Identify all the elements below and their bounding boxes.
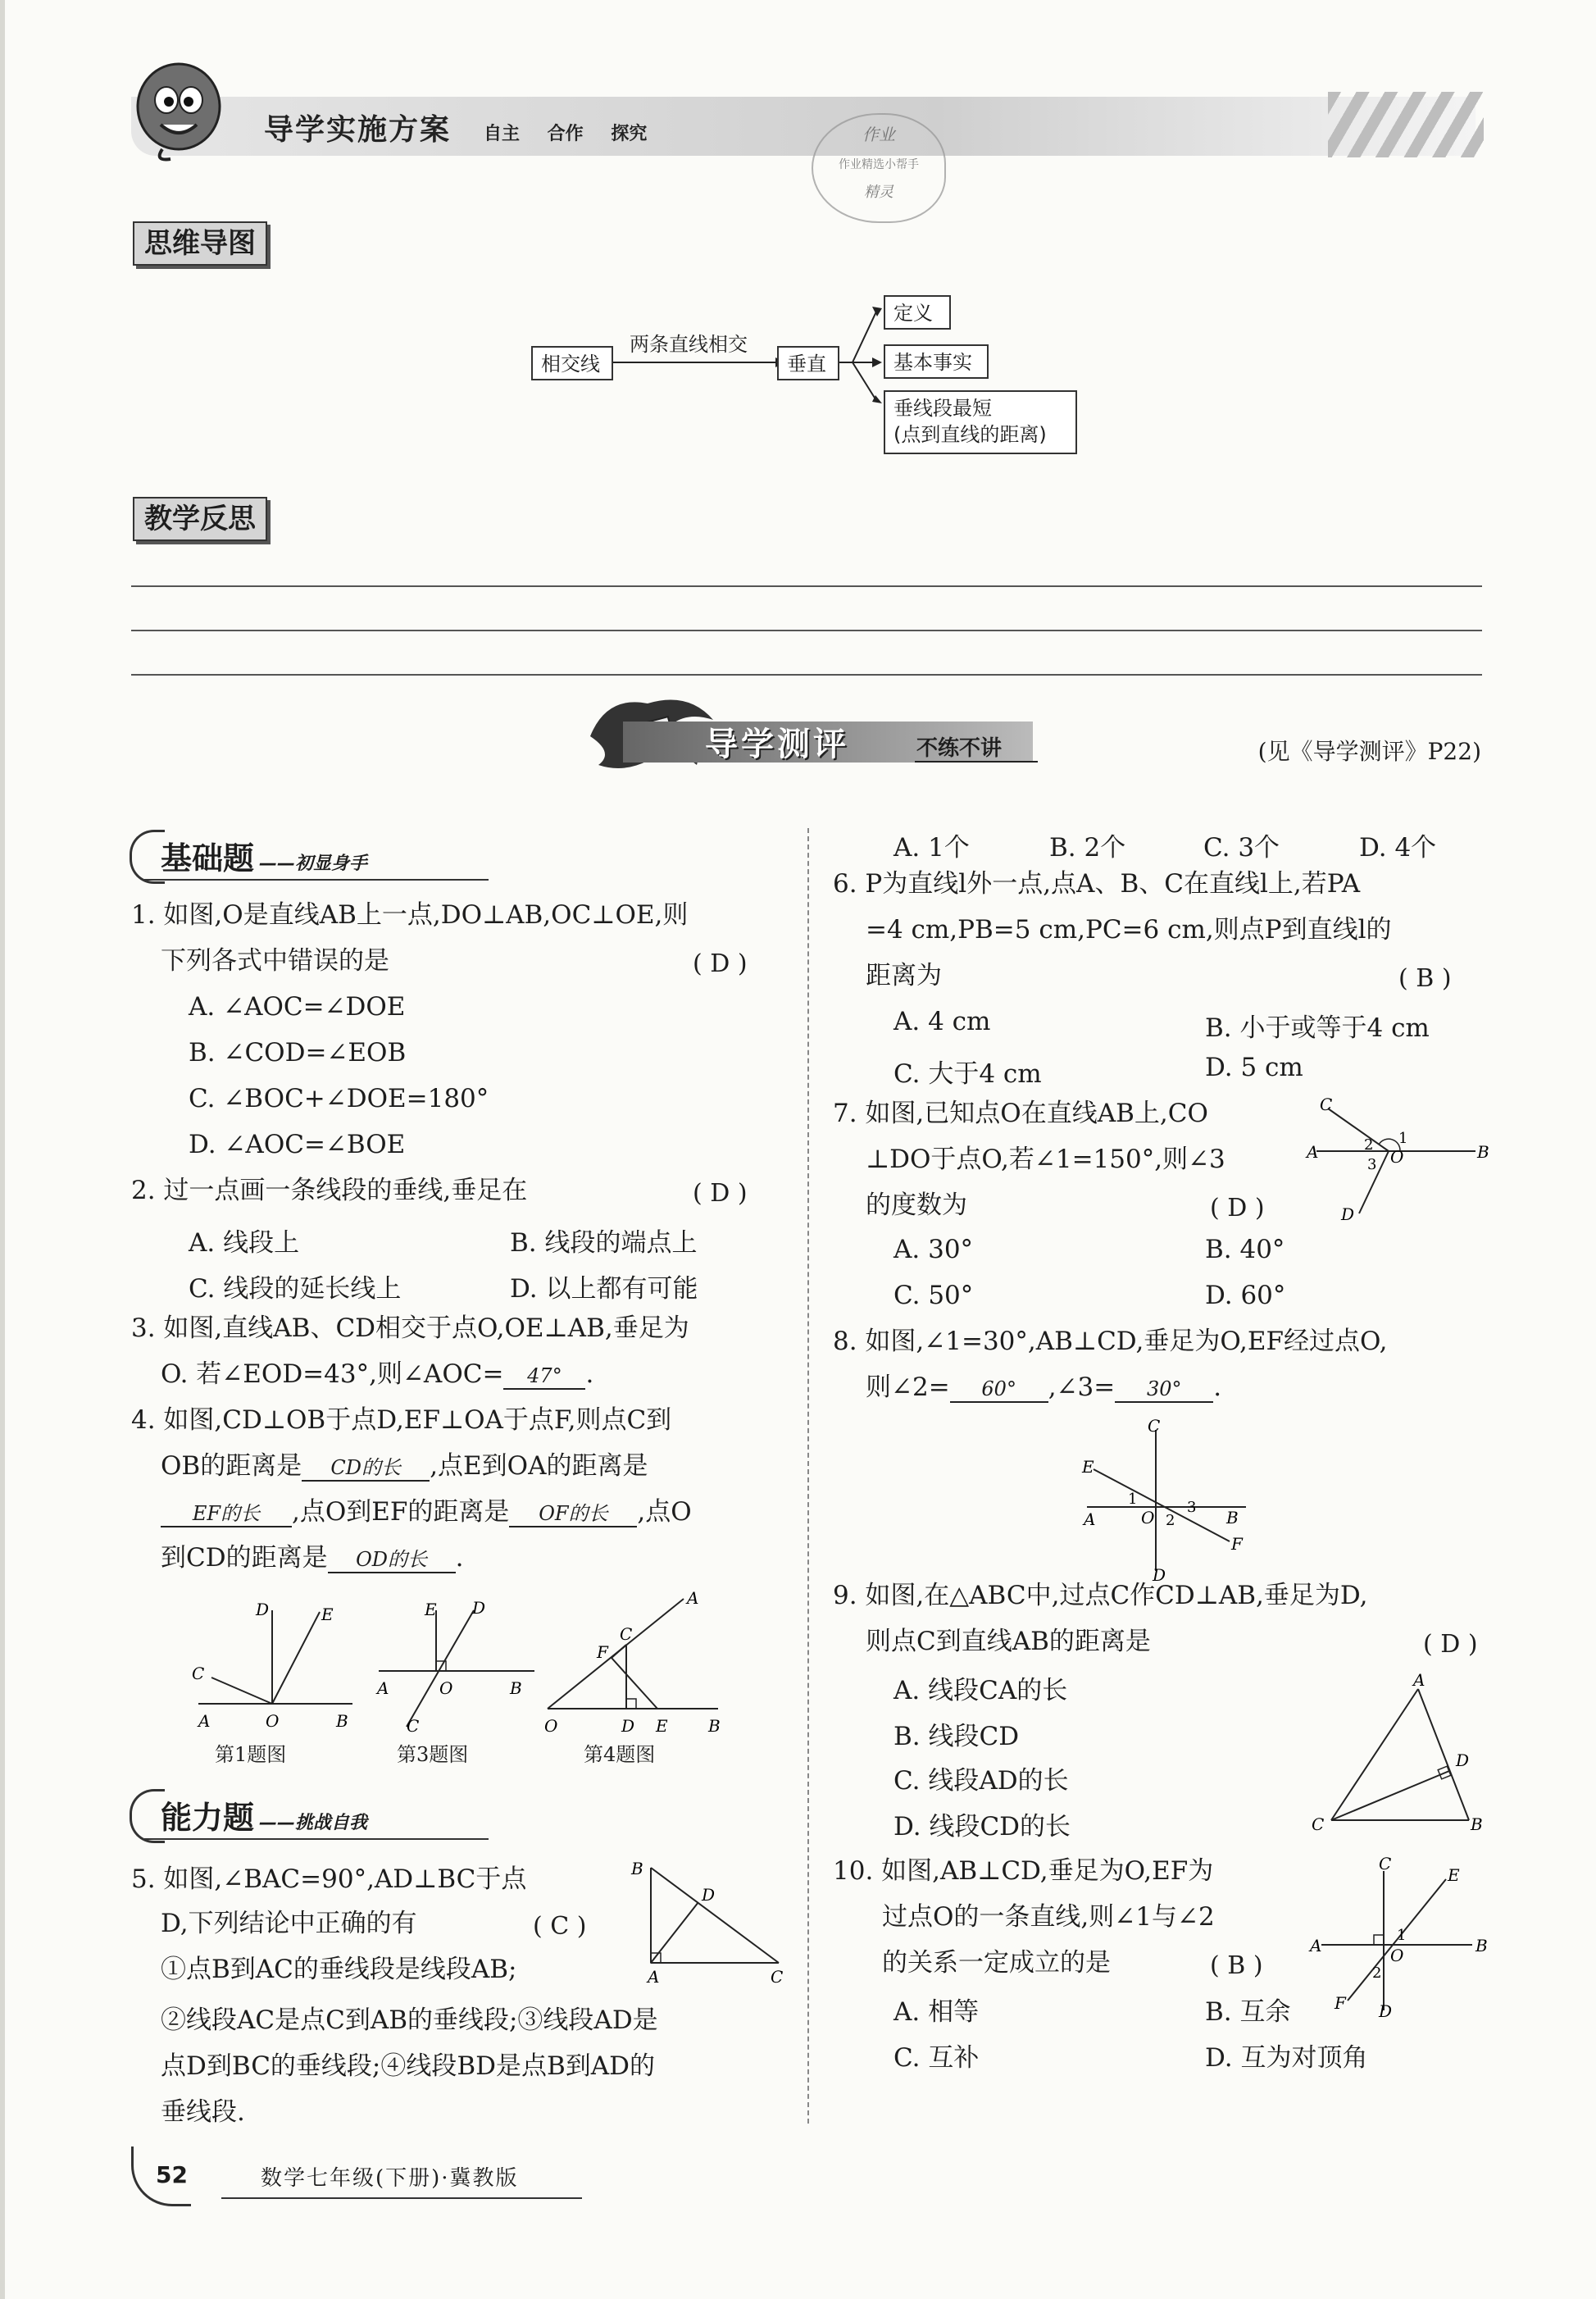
q8-line1: 8. 如图,∠1=30°,AB⊥CD,垂足为O,EF经过点O, — [833, 1327, 1388, 1356]
q8-blank-1: 60° — [950, 1377, 1048, 1403]
svg-text:E: E — [1082, 1457, 1094, 1477]
svg-text:B: B — [1471, 1814, 1483, 1834]
q4-blank-1: CD的长 — [302, 1455, 430, 1482]
svg-text:3: 3 — [1187, 1499, 1197, 1516]
figure-q8 — [1074, 1418, 1262, 1582]
header-stripes — [1328, 92, 1484, 157]
q7-option-b: B. 40° — [1205, 1235, 1285, 1264]
q5-line3: ①点B到AC的垂线段是线段AB; — [161, 1955, 517, 1984]
mind-map-leaf-definition: 定义 — [884, 295, 951, 330]
q7-line2: ⊥DO于点O,若∠1=150°,则∠3 — [866, 1145, 1225, 1174]
q5-line6: 垂线段. — [161, 2097, 245, 2127]
q10-option-a: A. 相等 — [893, 1997, 980, 2027]
svg-text:F: F — [1231, 1534, 1243, 1554]
svg-text:B: B — [631, 1859, 643, 1878]
q6-line2: =4 cm,PB=5 cm,PC=6 cm,则点P到直线l的 — [866, 915, 1392, 945]
q6-answer: ( B ) — [1398, 964, 1452, 993]
mind-map-root: 相交线 — [531, 346, 613, 380]
svg-text:E: E — [425, 1600, 437, 1619]
svg-text:D: D — [1153, 1565, 1166, 1582]
q6-line3: 距离为 — [866, 961, 942, 990]
reflection-line — [131, 630, 1482, 631]
q5-option-a: A. 1个 — [893, 833, 970, 863]
svg-text:C: C — [192, 1664, 205, 1683]
q2-answer: ( D ) — [693, 1179, 748, 1208]
q6-option-d: D. 5 cm — [1205, 1053, 1303, 1082]
q1-option-c: C. ∠BOC+∠DOE=180° — [189, 1084, 489, 1113]
reflection-line — [131, 674, 1482, 676]
svg-text:C: C — [1320, 1095, 1333, 1114]
svg-text:E: E — [1448, 1865, 1460, 1885]
svg-text:O: O — [1141, 1508, 1155, 1527]
q4-line2: OB的距离是 CD的长 ,点E到OA的距离是 — [161, 1451, 648, 1481]
q4-line1: 4. 如图,CD⊥OB于点D,EF⊥OA于点F,则点C到 — [131, 1405, 672, 1435]
q10-line2: 过点O的一条直线,则∠1与∠2 — [882, 1902, 1215, 1932]
reflection-line — [131, 585, 1482, 587]
svg-text:O: O — [1390, 1946, 1404, 1965]
q8-line2: 则∠2= 60° ,∠3= 30° . — [866, 1373, 1222, 1402]
figure-q4 — [541, 1587, 738, 1735]
q7-option-c: C. 50° — [893, 1281, 974, 1310]
q1-line2: 下列各式中错误的是 — [161, 946, 389, 976]
svg-text:3: 3 — [1367, 1156, 1377, 1173]
q9-line1: 9. 如图,在△ABC中,过点C作CD⊥AB,垂足为D, — [833, 1581, 1368, 1610]
figure-q4-caption: 第4题图 — [584, 1743, 656, 1766]
q4-line3: EF的长 ,点O到EF的距离是 OF的长 ,点O — [161, 1489, 692, 1535]
svg-text:B: B — [708, 1716, 721, 1735]
mind-map-edge-label: 两条直线相交 — [630, 333, 748, 356]
ability-heading: 能力题 ——挑战自我 — [161, 1800, 368, 1836]
svg-text:B: B — [1476, 1936, 1488, 1955]
q5-line2: D,下列结论中正确的有 — [161, 1909, 417, 1938]
header-subtitle: 自主 合作 探究 — [484, 124, 648, 144]
svg-text:D: D — [1379, 2001, 1393, 2019]
figure-q9 — [1308, 1673, 1497, 1837]
svg-text:1: 1 — [1398, 1130, 1408, 1147]
svg-text:E: E — [656, 1716, 668, 1735]
svg-text:2: 2 — [1166, 1512, 1175, 1529]
q10-option-d: D. 互为对顶角 — [1205, 2043, 1368, 2073]
svg-text:C: C — [771, 1967, 784, 1986]
q7-line1: 7. 如图,已知点O在直线AB上,CO — [833, 1099, 1208, 1128]
q2-line1: 2. 过一点画一条线段的垂线,垂足在 — [131, 1176, 528, 1205]
svg-text:A: A — [198, 1711, 211, 1731]
q6-line1: 6. P为直线l外一点,点A、B、C在直线l上,若PA — [833, 869, 1361, 899]
test-note: 不练不讲 — [916, 736, 1003, 761]
q7-option-a: A. 30° — [893, 1235, 974, 1264]
q6-option-a: A. 4 cm — [893, 1007, 991, 1036]
q6-option-b: B. 小于或等于4 cm — [1205, 1013, 1430, 1043]
svg-text:D: D — [472, 1598, 486, 1618]
svg-text:D: D — [1341, 1204, 1355, 1224]
q10-answer: ( B ) — [1210, 1951, 1263, 1980]
q7-option-d: D. 60° — [1205, 1281, 1286, 1310]
q5-line5: 点D到BC的垂线段;④线段BD是点B到AD的 — [161, 2051, 656, 2081]
svg-text:F: F — [597, 1642, 608, 1662]
svg-text:D: D — [702, 1885, 716, 1905]
svg-text:A: A — [1307, 1142, 1319, 1162]
q5-answer: ( C ) — [533, 1912, 587, 1941]
q3-line1: 3. 如图,直线AB、CD相交于点O,OE⊥AB,垂足为 — [131, 1313, 689, 1343]
column-divider — [807, 828, 809, 2124]
mind-map-tag: 思维导图 — [133, 221, 267, 266]
page-number: 52 — [156, 2161, 188, 2188]
test-note-underline — [915, 761, 1038, 763]
q5-option-c: C. 3个 — [1203, 833, 1280, 863]
svg-text:B: B — [510, 1678, 522, 1698]
q3-line2: O. 若∠EOD=43°,则∠AOC= 47° . — [161, 1359, 594, 1389]
q4-blank-2: EF的长 — [161, 1501, 292, 1527]
svg-text:A: A — [377, 1678, 389, 1698]
q10-line3: 的关系一定成立的是 — [882, 1948, 1111, 1978]
figure-q1-caption: 第1题图 — [215, 1743, 287, 1766]
svg-text:O: O — [544, 1716, 558, 1735]
svg-text:D: D — [256, 1600, 270, 1619]
q9-option-c: C. 线段AD的长 — [893, 1766, 1069, 1796]
mind-map-middle: 垂直 — [777, 346, 839, 380]
figure-q10 — [1308, 1855, 1497, 2019]
q2-option-a: A. 线段上 — [189, 1228, 300, 1258]
q9-option-a: A. 线段CA的长 — [893, 1676, 1068, 1705]
svg-text:C: C — [1379, 1855, 1392, 1873]
svg-text:A: A — [1310, 1936, 1322, 1955]
figure-q3-caption: 第3题图 — [397, 1743, 469, 1766]
svg-text:A: A — [1413, 1673, 1425, 1690]
q2-option-b: B. 线段的端点上 — [510, 1228, 698, 1258]
q8-blank-2: 30° — [1115, 1377, 1213, 1403]
svg-text:1: 1 — [1128, 1491, 1138, 1508]
basic-underline — [144, 879, 489, 881]
svg-text:A: A — [687, 1588, 699, 1608]
test-title: 导学测评 — [705, 726, 849, 763]
mind-map-leaf-basic-fact: 基本事实 — [884, 344, 989, 379]
q6-option-c: C. 大于4 cm — [893, 1059, 1042, 1089]
q9-option-b: B. 线段CD — [893, 1722, 1020, 1751]
q1-option-a: A. ∠AOC=∠DOE — [189, 992, 406, 1022]
q5-option-d: D. 4个 — [1359, 833, 1437, 863]
q5-line1: 5. 如图,∠BAC=90°,AD⊥BC于点 — [131, 1864, 527, 1894]
svg-text:O: O — [439, 1678, 453, 1698]
q10-option-c: C. 互补 — [893, 2043, 980, 2073]
q1-option-d: D. ∠AOC=∠BOE — [189, 1130, 406, 1159]
mind-map-leaf-shortest: 垂线段最短 (点到直线的距离) — [884, 390, 1077, 454]
q5-option-b: B. 2个 — [1049, 833, 1126, 863]
svg-text:2: 2 — [1372, 1964, 1382, 1982]
q7-answer: ( D ) — [1210, 1194, 1265, 1222]
svg-text:F: F — [1335, 1993, 1346, 2013]
svg-text:O: O — [1390, 1147, 1404, 1167]
svg-text:E: E — [321, 1605, 334, 1624]
reflection-tag: 教学反思 — [133, 497, 267, 541]
book-title: 数学七年级(下册)·冀教版 — [261, 2166, 519, 2191]
q1-answer: ( D ) — [693, 949, 748, 978]
q7-line3: 的度数为 — [866, 1190, 967, 1220]
svg-text:C: C — [1312, 1814, 1325, 1834]
q9-option-d: D. 线段CD的长 — [893, 1812, 1071, 1841]
svg-text:A: A — [1084, 1509, 1096, 1529]
q2-option-d: D. 以上都有可能 — [510, 1274, 698, 1304]
footer-rule — [221, 2197, 582, 2199]
q2-option-c: C. 线段的延长线上 — [189, 1274, 402, 1304]
svg-text:O: O — [266, 1711, 280, 1731]
q10-option-b: B. 互余 — [1205, 1997, 1291, 2027]
q1-line1: 1. 如图,O是直线AB上一点,DO⊥AB,OC⊥OE,则 — [131, 900, 689, 930]
figure-q1 — [189, 1596, 361, 1735]
q9-line2: 则点C到直线AB的距离是 — [866, 1627, 1151, 1656]
svg-text:2: 2 — [1364, 1136, 1374, 1154]
svg-text:B: B — [1226, 1508, 1239, 1527]
svg-text:B: B — [336, 1711, 348, 1731]
q4-blank-3: OF的长 — [509, 1501, 637, 1527]
q4-line4: 到CD的距离是 OD的长 . — [161, 1543, 464, 1573]
header-title: 导学实施方案 — [264, 113, 452, 147]
svg-text:A: A — [648, 1967, 660, 1986]
svg-text:C: C — [620, 1624, 633, 1644]
ability-underline — [144, 1838, 489, 1840]
svg-text:D: D — [621, 1716, 635, 1735]
q3-blank: 47° — [503, 1363, 585, 1390]
q10-line1: 10. 如图,AB⊥CD,垂足为O,EF为 — [833, 1856, 1214, 1886]
q4-blank-4: OD的长 — [328, 1547, 456, 1573]
figure-q7 — [1303, 1090, 1492, 1230]
homework-stamp: 作业 作业精选小帮手 精灵 — [812, 113, 946, 223]
svg-text:B: B — [1477, 1142, 1489, 1162]
mascot-icon — [130, 59, 228, 164]
test-reference: (见《导学测评》P22) — [1257, 738, 1481, 765]
svg-text:C: C — [407, 1716, 420, 1735]
svg-text:C: C — [1148, 1418, 1161, 1436]
basic-heading: 基础题 ——初显身手 — [161, 840, 368, 876]
svg-text:1: 1 — [1397, 1927, 1407, 1944]
q9-answer: ( D ) — [1423, 1630, 1478, 1659]
q5-line4: ②线段AC是点C到AB的垂线段;③线段AD是 — [161, 2005, 658, 2035]
q1-option-b: B. ∠COD=∠EOB — [189, 1038, 407, 1068]
svg-text:D: D — [1456, 1750, 1470, 1770]
figure-q5 — [623, 1855, 787, 1986]
figure-q3 — [374, 1596, 538, 1735]
